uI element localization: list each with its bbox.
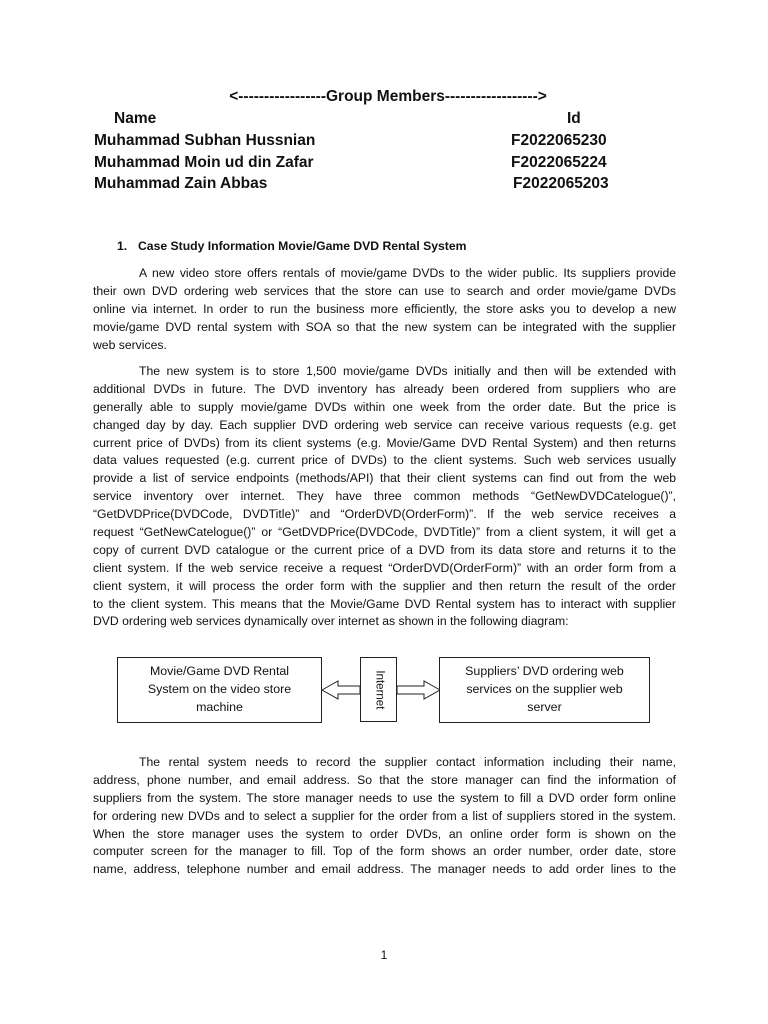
internet-label: Internet [373,669,386,709]
paragraph-line: to the client system. This means that the Movie/Game DVD Rental system has to interact with supplier [93,596,676,611]
section-number: 1. [117,239,128,253]
rental-system-label-line: Movie/Game DVD Rental [149,664,290,679]
right-arrow-icon [397,681,440,699]
member-name: Muhammad Zain Abbas [94,175,268,192]
member-id: F2022065203 [513,175,609,192]
supplier-service-label-line: services on the supplier web [466,682,623,697]
paragraph-system-description [93,363,676,631]
rental-system-label-line: machine [196,699,243,714]
supplier-service-box [439,657,650,723]
page-number: 1 [380,948,388,962]
member-id: F2022065224 [511,154,607,171]
members-header-row [0,110,768,132]
member-row [0,175,768,197]
paragraph-line: suppliers from the system. The store manager needs to use the system to fill a DVD order form online [93,790,676,805]
paragraph-line: The new system is to store 1,500 movie/game DVDs initially and then will be extended with [139,364,676,378]
paragraph-line: additional DVDs in future. The DVD inventory has already been ordered from suppliers who are [93,381,676,396]
paragraph-rental-requirements [93,754,676,879]
paragraph-line: A new video store offers rentals of movie/game DVDs to the wider public. Its suppliers provide [139,266,676,280]
paragraph-line: service inventory over internet. They have three common methods “GetNewDVDCatelogue()”, [93,489,676,504]
internet-box [360,657,397,722]
group-members-title: <-----------------Group Members------------------> [229,88,547,105]
rental-system-label-line: System on the video store [147,682,292,697]
paragraph-line: current price of DVDs) from its client systems (e.g. Movie/Game DVD Rental System) and then returns [93,435,676,450]
paragraph-line: address, phone number, and email address. So that the store manager can find the information of [93,772,676,787]
name-column-header: Name [114,110,157,127]
paragraph-line: computer screen for the manager to fill. Top of the form shows an order number, order date, store [93,844,676,859]
paragraph-line: data values requested (e.g. current price of DVDs) to the client systems. Such web services usually [93,453,676,468]
paragraph-line: generally able to supply movie/game DVDs within one week from the order date. But the price is [93,399,676,414]
member-name: Muhammad Moin ud din Zafar [94,154,314,171]
member-row [0,154,768,176]
paragraph-line: DVD ordering web services dynamically over internet as shown in the following diagram: [93,614,569,629]
paragraph-line: “GetDVDPrice(DVDCode, DVDTitle)” and “OrderDVD(OrderForm)”. If the web service receives a [93,507,676,522]
paragraph-line: request “GetNewCatelogue()” or “GetDVDPrice(DVDCode, DVDTitle)” from a client system, it will get a [93,525,676,540]
id-column-header: Id [567,110,581,127]
paragraph-line: client system, it will process the order form with the supplier and then return the result of the order [93,578,676,593]
paragraph-line: copy of current DVD catalogue or the current price of a DVD from its data store and returns it to the [93,542,676,557]
paragraph-line: name, address, telephone number and email address. The manager needs to add order lines to the [93,862,676,877]
paragraph-line: for ordering new DVDs and to select a supplier for the order from a list of suppliers stored in the system. [93,808,676,823]
member-row [0,132,768,154]
left-arrow-icon [322,681,360,699]
paragraph-line: When the store manager uses the system to order DVDs, an online order form is shown on the [93,826,676,841]
supplier-service-label-line: Suppliers’ DVD ordering web [465,664,624,679]
member-name: Muhammad Subhan Hussnian [94,132,316,149]
paragraph-line: web services. [93,337,167,352]
paragraph-line: movie/game DVD rental system with SOA so that the new system can be integrated with the supplier [93,319,676,334]
paragraph-line: changed day by day. Each supplier DVD ordering web service can receive various requests (e.g. get [93,417,676,432]
paragraph-line: client system. If the web service receive a request “OrderDVD(OrderForm)” with an order form from a [93,560,676,575]
paragraph-line: The rental system needs to record the supplier contact information including their name, [139,755,676,769]
paragraph-line: their own DVD ordering web services that the store can use to search and order movie/game DVDs [93,283,676,298]
member-id: F2022065230 [511,132,607,149]
section-title: Case Study Information Movie/Game DVD Rental System [138,239,467,253]
paragraph-intro [93,265,676,354]
section-heading [117,239,466,253]
rental-system-box [117,657,322,723]
supplier-service-label-line: server [527,699,562,714]
paragraph-line: online via internet. In order to run the business more efficiently, the store asks you to develop a new [93,301,676,316]
paragraph-line: provide a list of service endpoints (methods/API) that their client systems can find out from the web [93,471,676,486]
